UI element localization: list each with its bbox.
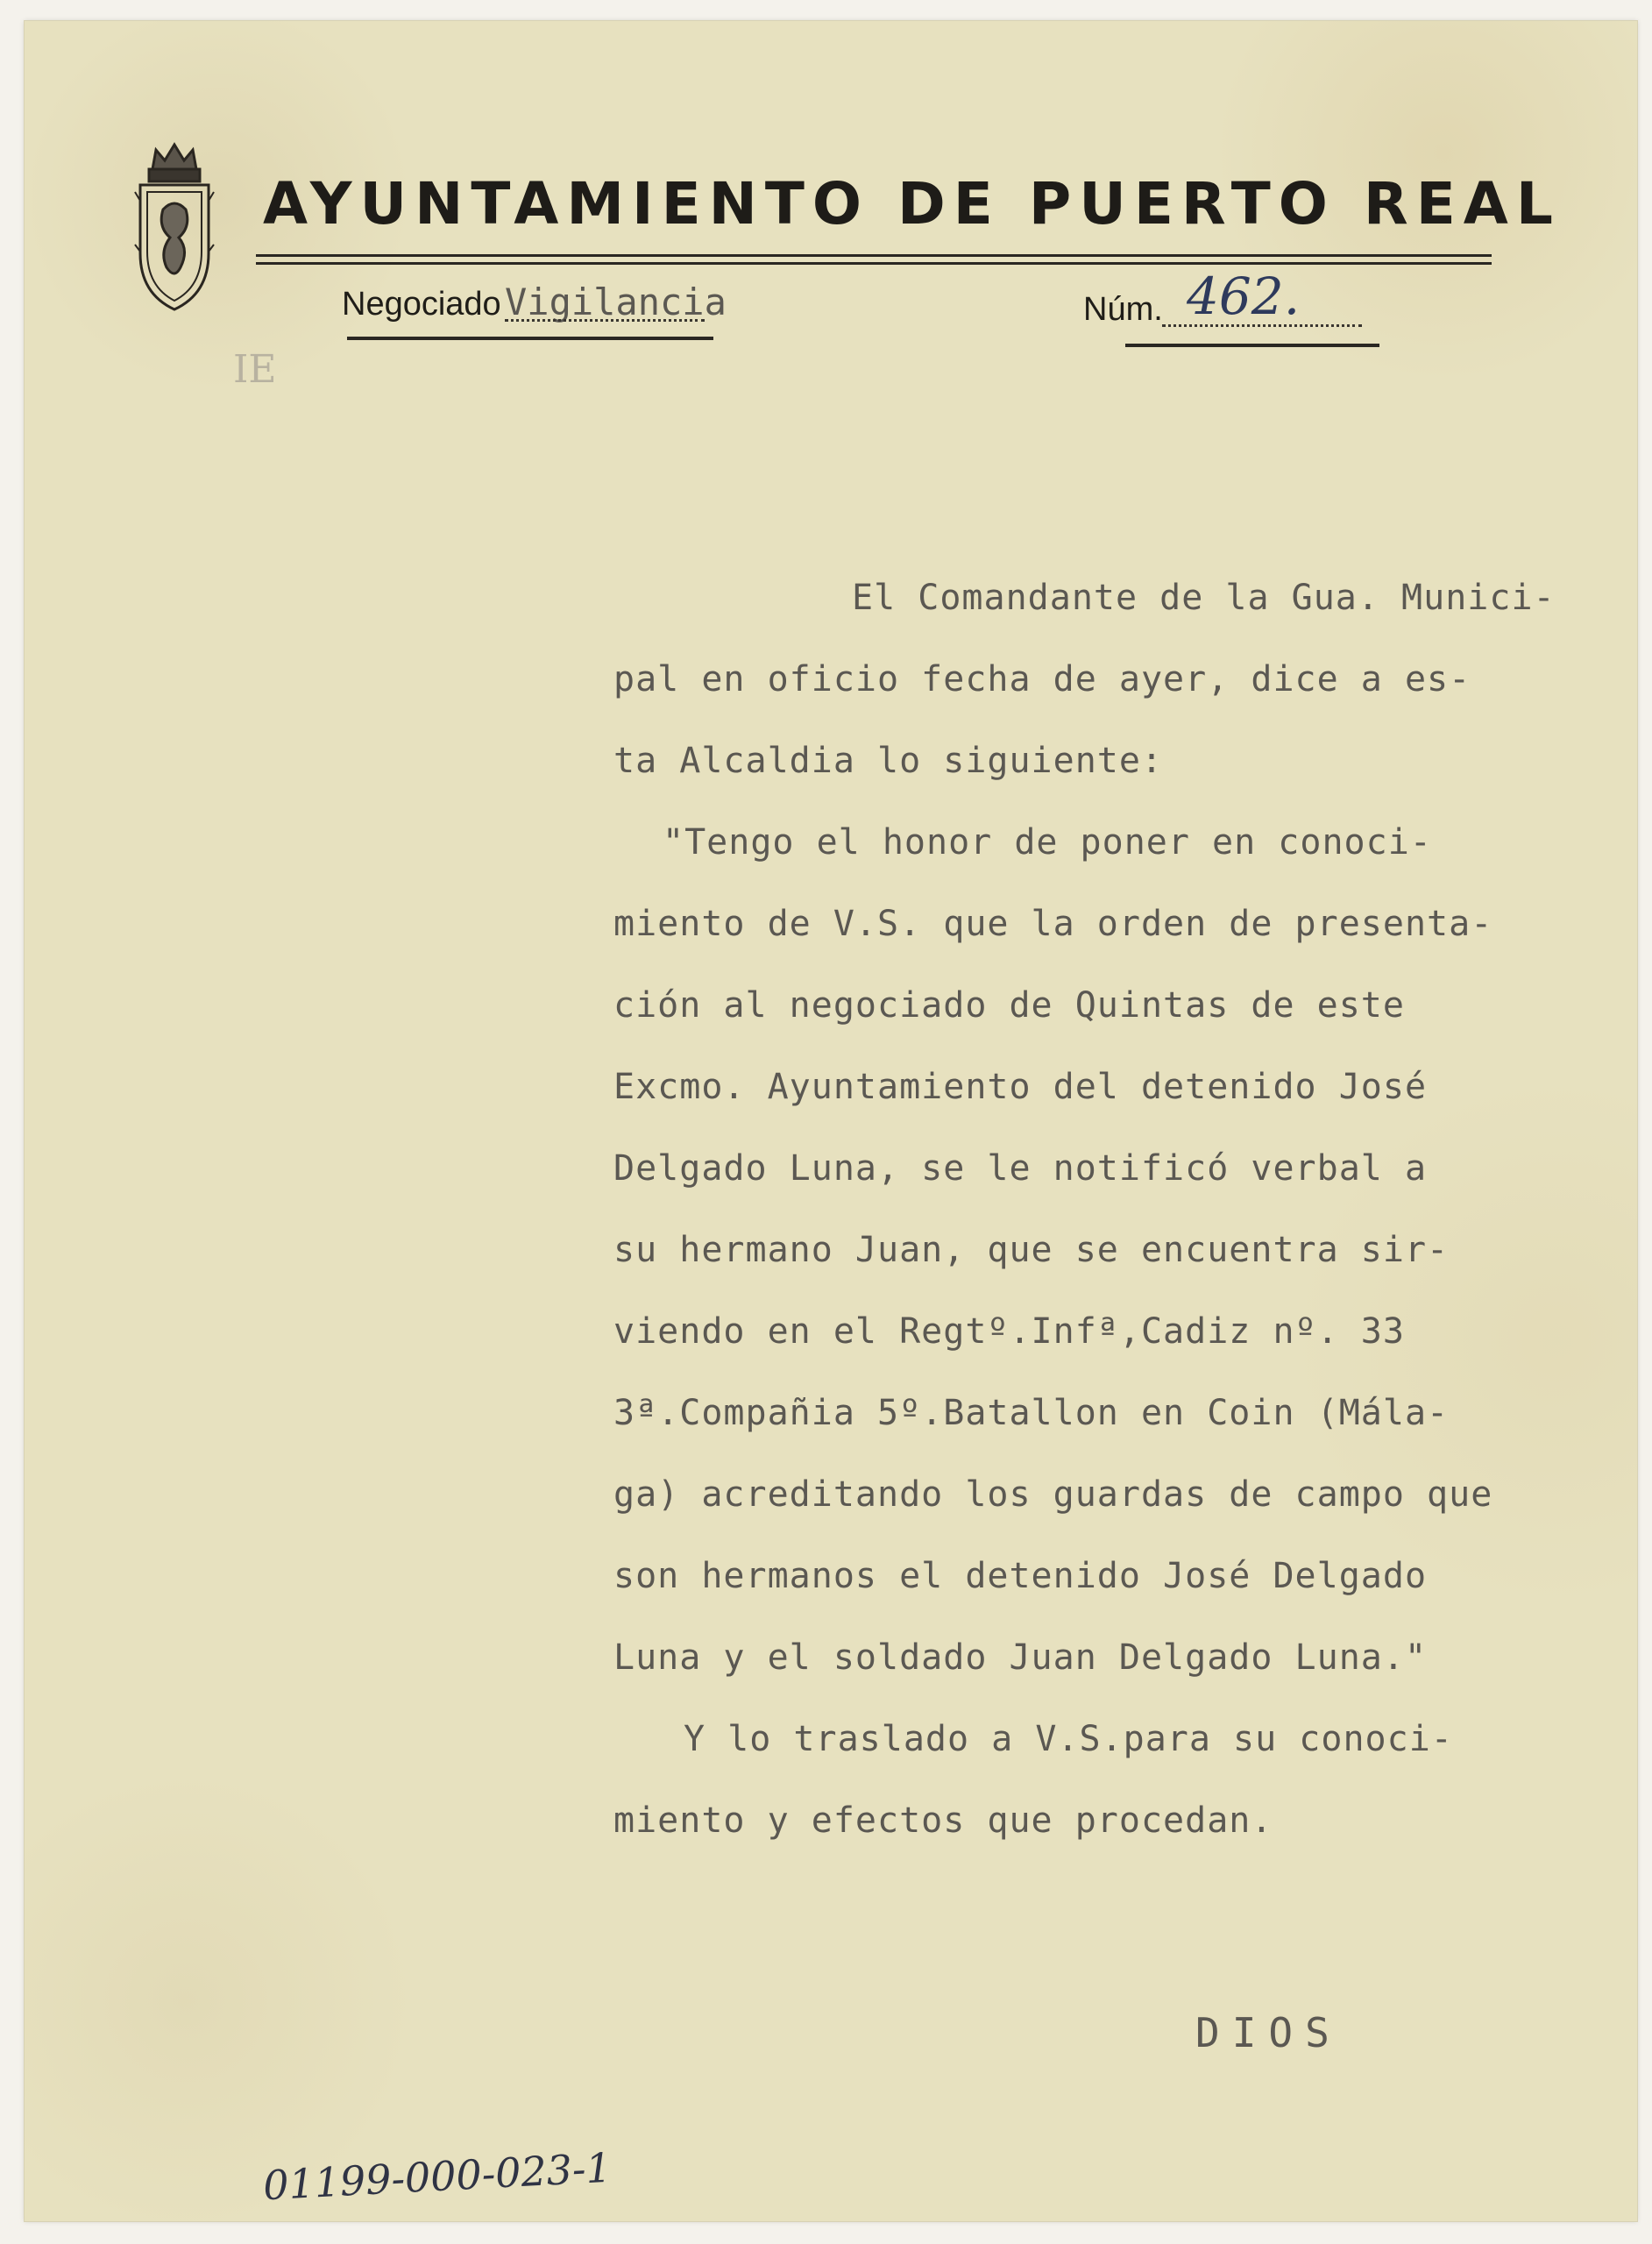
num-label: Núm.: [1083, 291, 1163, 328]
letter-body: [613, 557, 1630, 1862]
closing-word: DIOS: [1195, 2009, 1342, 2056]
body-line: Y lo traslado a V.S.para su conoci-: [684, 1719, 1453, 1759]
stray-mark: IE: [233, 347, 277, 392]
body-line: 3ª.Compañia 5º.Batallon en Coin (Mála-: [613, 1393, 1450, 1433]
num-value-handwritten: 462.: [1187, 266, 1301, 326]
body-line: son hermanos el detenido José Delgado: [613, 1556, 1428, 1596]
negociado-value: Vigilancia: [505, 280, 727, 323]
archive-reference-handwritten: 01199-000-023-1: [261, 2143, 613, 2210]
title-rule-bottom: [256, 262, 1492, 265]
organization-title: AYUNTAMIENTO DE PUERTO REAL: [263, 170, 1561, 238]
body-line: Excmo. Ayuntamiento del detenido José: [613, 1067, 1428, 1107]
coat-of-arms-icon: [128, 139, 221, 315]
body-line: miento y efectos que procedan.: [613, 1800, 1273, 1841]
body-line: viendo en el Regtº.Infª,Cadiz nº. 33: [613, 1311, 1405, 1352]
body-line: miento de V.S. que la orden de presenta-: [613, 904, 1493, 944]
body-line: ga) acreditando los guardas de campo que: [613, 1474, 1493, 1515]
title-rule-top: [256, 254, 1492, 257]
negociado-dotted-line: [505, 319, 705, 322]
num-underline: [1125, 344, 1379, 347]
body-line: "Tengo el honor de poner en conoci-: [663, 822, 1432, 863]
body-line: su hermano Juan, que se encuentra sir-: [613, 1230, 1450, 1270]
body-line: ción al negociado de Quintas de este: [613, 985, 1405, 1026]
body-line: Delgado Luna, se le notificó verbal a: [613, 1148, 1428, 1189]
document-sheet: [25, 21, 1637, 2221]
body-line: Luna y el soldado Juan Delgado Luna.": [613, 1637, 1428, 1678]
negociado-label: Negociado: [342, 286, 501, 323]
body-line: pal en oficio fecha de ayer, dice a es-: [613, 659, 1471, 699]
body-line: El Comandante de la Gua. Munici-: [852, 578, 1556, 618]
negociado-underline: [347, 337, 713, 340]
body-line: ta Alcaldia lo siguiente:: [613, 741, 1164, 781]
